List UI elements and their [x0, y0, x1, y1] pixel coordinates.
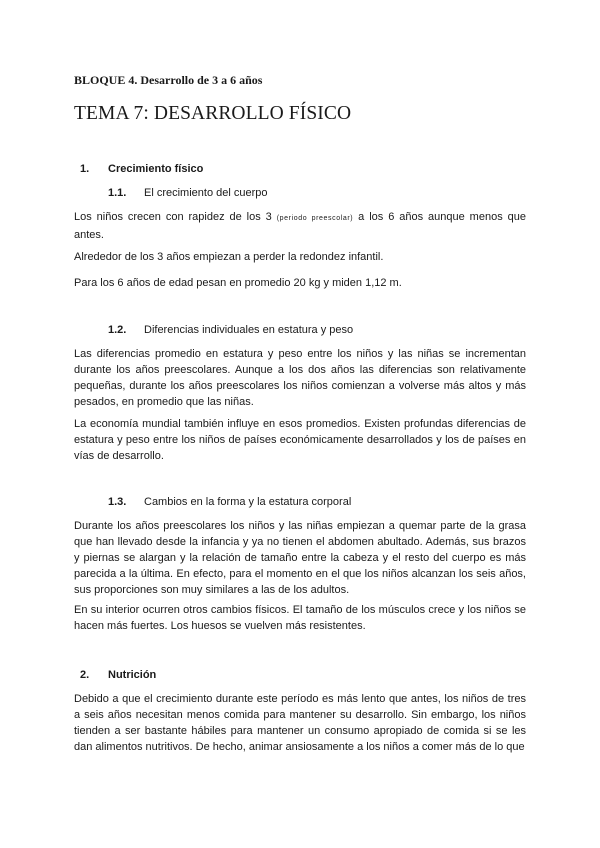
paragraph [74, 209, 526, 243]
subsection-heading-1-3 [108, 496, 428, 510]
section-title: Nutrición [108, 669, 157, 681]
aside-note: (periodo preescolar) [276, 215, 354, 222]
paragraph: La economía mundial también influye en esos promedios. Existen profundas diferencias de estatura y peso entre los niños de países económicamente desarrollados y los de países en vías de desarrollo. [74, 418, 526, 462]
subsection-heading-1-2 [108, 324, 428, 338]
section-number: 2. [80, 669, 90, 681]
subsection-number: 1.2. [108, 324, 127, 336]
paragraph: En su interior ocurren otros cambios físicos. El tamaño de los músculos crece y los niños se hacen más fuertes. Los huesos se vuelven más resistentes. [74, 604, 526, 632]
block-heading: BLOQUE 4. Desarrollo de 3 a 6 años [74, 73, 263, 87]
paragraph-text: Los niños crecen con rapidez de los 3 [74, 211, 277, 223]
subsection-number: 1.3. [108, 496, 127, 508]
subsection-title: Cambios en la forma y la estatura corporal [144, 496, 352, 508]
paragraph-text: a los 6 años aunque menos que antes. [74, 211, 526, 241]
section-heading-1 [80, 163, 380, 177]
paragraph: Alrededor de los 3 años empiezan a perder la redondez infantil. [74, 251, 384, 263]
subsection-heading-1-1 [108, 187, 408, 201]
paragraph: Durante los años preescolares los niños y las niñas empiezan a quemar parte de la grasa que han llevado desde la infancia y ya no tienen el abdomen abultado. Además, sus brazos y piernas se alargan y la relación de tamaño entre la cabeza y el resto del cuerpo es más parecida a la última. En efecto, para el momento en el que los niños alcanzan los seis años, sus proporciones son muy similares a las de los adultos. [74, 520, 526, 596]
page-title: TEMA 7: DESARROLLO FÍSICO [74, 103, 352, 124]
paragraph: Para los 6 años de edad pesan en promedio 20 kg y miden 1,12 m. [74, 277, 402, 289]
subsection-title: Diferencias individuales en estatura y peso [144, 324, 354, 336]
paragraph: Debido a que el crecimiento durante este período es más lento que antes, los niños de tres a seis años necesitan menos comida para mantener su desarrollo. Sin embargo, los niños tienden a ser bastante hábiles para mantener un consumo apropiado de comida si se les dan alimentos nutritivos. De hecho, animar ansiosamente a los niños a comer más de lo que [74, 693, 526, 753]
paragraph: Las diferencias promedio en estatura y peso entre los niños y las niñas se incrementan durante los años preescolares. Aunque a los dos años las diferencias son relativamente pequeñas, durante los años preescolares los niños comienzan a volverse más altos y más pesados, en promedio que las niñas. [74, 348, 526, 408]
subsection-number: 1.1. [108, 187, 127, 199]
section-title: Crecimiento físico [108, 163, 204, 175]
section-heading-2 [80, 669, 380, 683]
section-number: 1. [80, 163, 90, 175]
subsection-title: El crecimiento del cuerpo [144, 187, 268, 199]
